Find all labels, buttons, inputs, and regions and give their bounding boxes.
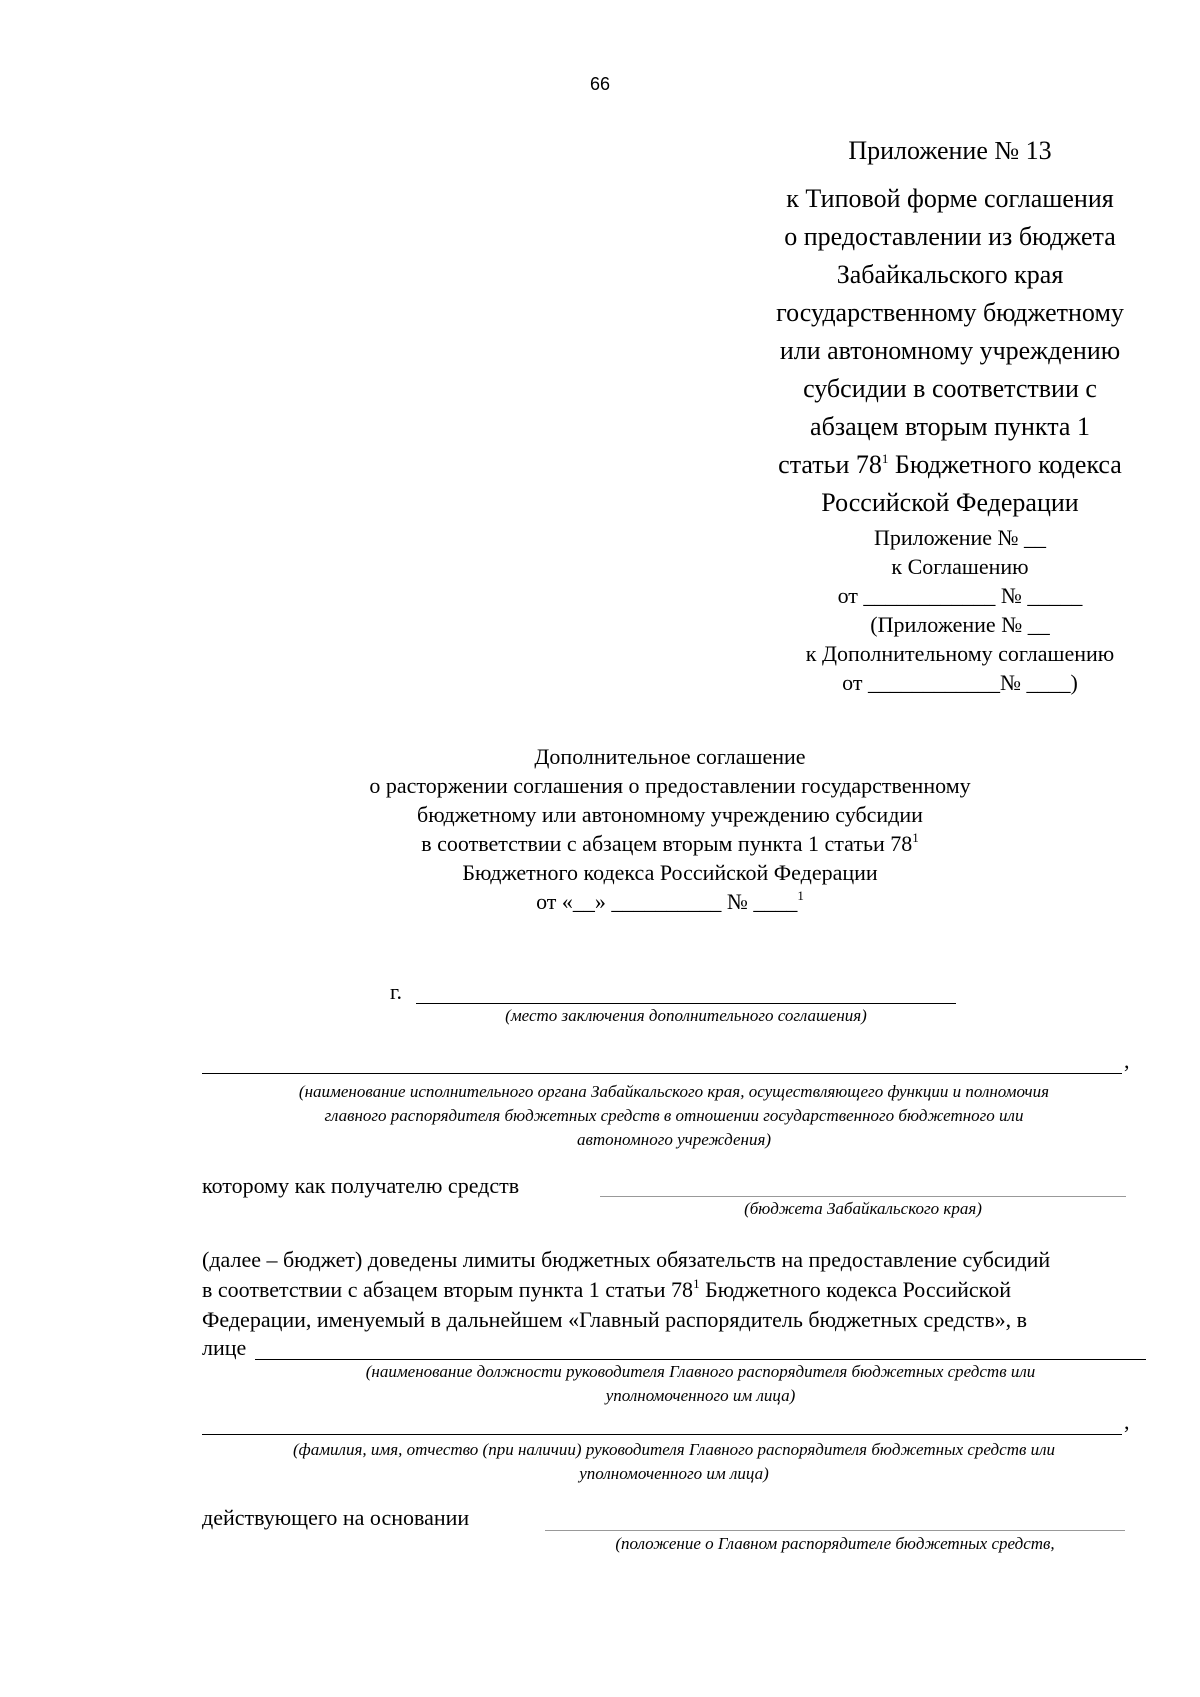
position-hint: [255, 1360, 1146, 1408]
appendix-title: Приложение № 13: [848, 136, 1052, 165]
basis-hint: (положение о Главном распорядителе бюджетных средств,: [615, 1534, 1055, 1553]
authority-field-line[interactable]: [202, 1073, 1122, 1074]
sub-appendix-line: от ____________№ ____): [842, 670, 1078, 695]
superscript: 1: [912, 830, 919, 845]
hint-line: (наименование должности руководителя Главного распорядителя бюджетных средств или: [365, 1362, 1036, 1381]
paragraph-line: [202, 1245, 1146, 1275]
appendix-line: о предоставлении из бюджета: [784, 222, 1116, 251]
title-line: [320, 887, 1020, 916]
appendix-line: Забайкальского края: [836, 260, 1064, 289]
paragraph-line: [202, 1305, 1146, 1335]
hint-line: главного распорядителя бюджетных средств в отношении государственного бюджетного или: [324, 1106, 1024, 1125]
paragraph-line-part: Бюджетного кодекса Российской: [699, 1277, 1011, 1302]
place-hint: (место заключения дополнительного соглашения): [505, 1006, 867, 1025]
authority-hint: [202, 1080, 1146, 1152]
hint-line: (наименование исполнительного органа Забайкальского края, осуществляющего функции и полномочия: [298, 1082, 1050, 1101]
title-line-part: от «__» __________ № ____: [536, 889, 798, 914]
main-paragraph: [202, 1245, 1146, 1335]
hint-line: (фамилия, имя, отчество (при наличии) руководителя Главного распорядителя бюджетных средств или: [292, 1440, 1056, 1459]
paragraph-line-text: Федерации, именуемый в дальнейшем «Главный распорядитель бюджетных средств», в: [202, 1307, 1028, 1332]
sub-appendix-line: (Приложение № __: [870, 612, 1050, 637]
appendix-line: субсидии в соответствии с: [803, 374, 1097, 403]
place-prefix: г.: [390, 979, 403, 1004]
recipient-hint: (бюджета Забайкальского края): [744, 1199, 982, 1218]
appendix-line: или автономному учреждению: [779, 336, 1121, 365]
appendix-line: к Типовой форме соглашения: [786, 184, 1114, 213]
hint-line: уполномоченного им лица): [579, 1464, 769, 1483]
appendix-line: Российской Федерации: [821, 488, 1079, 517]
appendix-line: абзацем вторым пункта 1: [810, 412, 1090, 441]
title-line: о расторжении соглашения о предоставлении государственному: [369, 773, 971, 798]
title-line: Дополнительное соглашение: [534, 744, 806, 769]
recipient-label: которому как получателю средств: [202, 1173, 520, 1198]
hint-line: уполномоченного им лица): [605, 1386, 796, 1405]
paragraph-line: [202, 1275, 1146, 1305]
sub-appendix-line: от ____________ № _____: [837, 583, 1083, 608]
title-line: Бюджетного кодекса Российской Федерации: [462, 860, 878, 885]
title-line: [320, 829, 1020, 858]
appendix-line: [740, 446, 1160, 484]
sub-appendix-line: к Дополнительному соглашению: [805, 641, 1115, 666]
superscript: 1: [797, 888, 804, 903]
appendix-line-part: Бюджетного кодекса: [888, 450, 1122, 479]
superscript: 1: [881, 451, 889, 466]
page-number: 66: [589, 74, 611, 94]
title-line-part: в соответствии с абзацем вторым пункта 1 статьи 78: [421, 831, 913, 856]
sub-appendix-line: Приложение № __: [873, 525, 1047, 550]
person-hint: [202, 1438, 1146, 1486]
appendix-line-part: статьи 78: [778, 450, 882, 479]
person-comma: ,: [1124, 1409, 1130, 1434]
authority-comma: ,: [1124, 1048, 1130, 1073]
basis-field-line[interactable]: [545, 1530, 1125, 1531]
appendix-line: государственному бюджетному: [776, 298, 1124, 327]
appendix-description: [740, 180, 1160, 522]
paragraph-line-text: (далее – бюджет) доведены лимиты бюджетных обязательств на предоставление субсидий: [202, 1247, 1051, 1272]
paragraph-line-text: [202, 1275, 1011, 1305]
title-line: бюджетному или автономному учреждению субсидии: [417, 802, 923, 827]
basis-label: действующего на основании: [202, 1505, 470, 1530]
sub-appendix-block: [770, 523, 1150, 697]
hint-line: автономного учреждения): [576, 1130, 772, 1149]
paragraph-line-part: в соответствии с абзацем вторым пункта 1 статьи 78: [202, 1277, 694, 1302]
position-prefix: лице: [202, 1335, 247, 1360]
document-title: [320, 742, 1020, 916]
person-field-line[interactable]: [202, 1434, 1122, 1435]
sub-appendix-line: к Соглашению: [891, 554, 1029, 579]
superscript: 1: [693, 1276, 700, 1291]
